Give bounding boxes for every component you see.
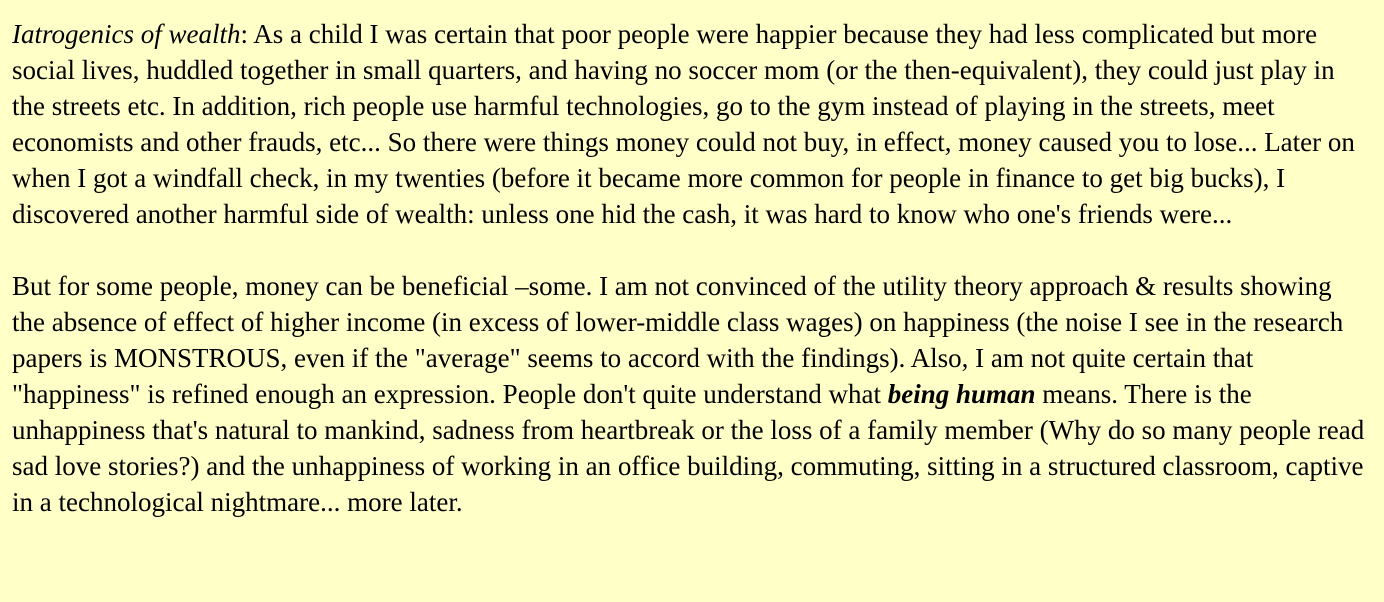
paragraph-spacer: [12, 232, 1370, 268]
emphasis-being-human: being human: [887, 379, 1036, 409]
paragraph-iatrogenics-text: As a child I was certain that poor people were happier because they had less complicated but more social lives, huddled together in small quarters, and having no soccer mom (or the then-equivalent), they could just play in the streets etc. In addition, rich people use harmful technologies, go to the gym instead of playing in the streets, meet economists and other frauds, etc... So there were things money could not buy, in effect, money caused you to lose... Later on when I got a windfall check, in my twenties (before it became more common for people in finance to get big bucks), I discovered another harmful side of wealth: unless one hid the cash, it was hard to know who one's friends were...: [12, 19, 1355, 229]
paragraph-iatrogenics: [12, 16, 1370, 232]
term-iatrogenics-of-wealth: Iatrogenics of wealth: [12, 19, 241, 49]
paragraph-money-text-after: means. There is the unhappiness that's natural to mankind, sadness from heartbreak or the loss of a family member (Why do so many people read sad love stories?) and the unhappiness of working in an office building, commuting, sitting in a structured classroom, captive in a technological nightmare... more later.: [12, 379, 1365, 517]
paragraph-money-text-before: But for some people, money can be beneficial –some. I am not convinced of the utility theory approach & results showing the absence of effect of higher income (in excess of lower-middle class wages) on happiness (the noise I see in the research papers is MONSTROUS, even if the "average" seems to accord with the findings). Also, I am not quite certain that "happiness" is refined enough an expression. People don't quite understand what: [12, 271, 1344, 409]
term-colon: :: [240, 19, 248, 49]
paragraph-money-beneficial: [12, 268, 1370, 520]
